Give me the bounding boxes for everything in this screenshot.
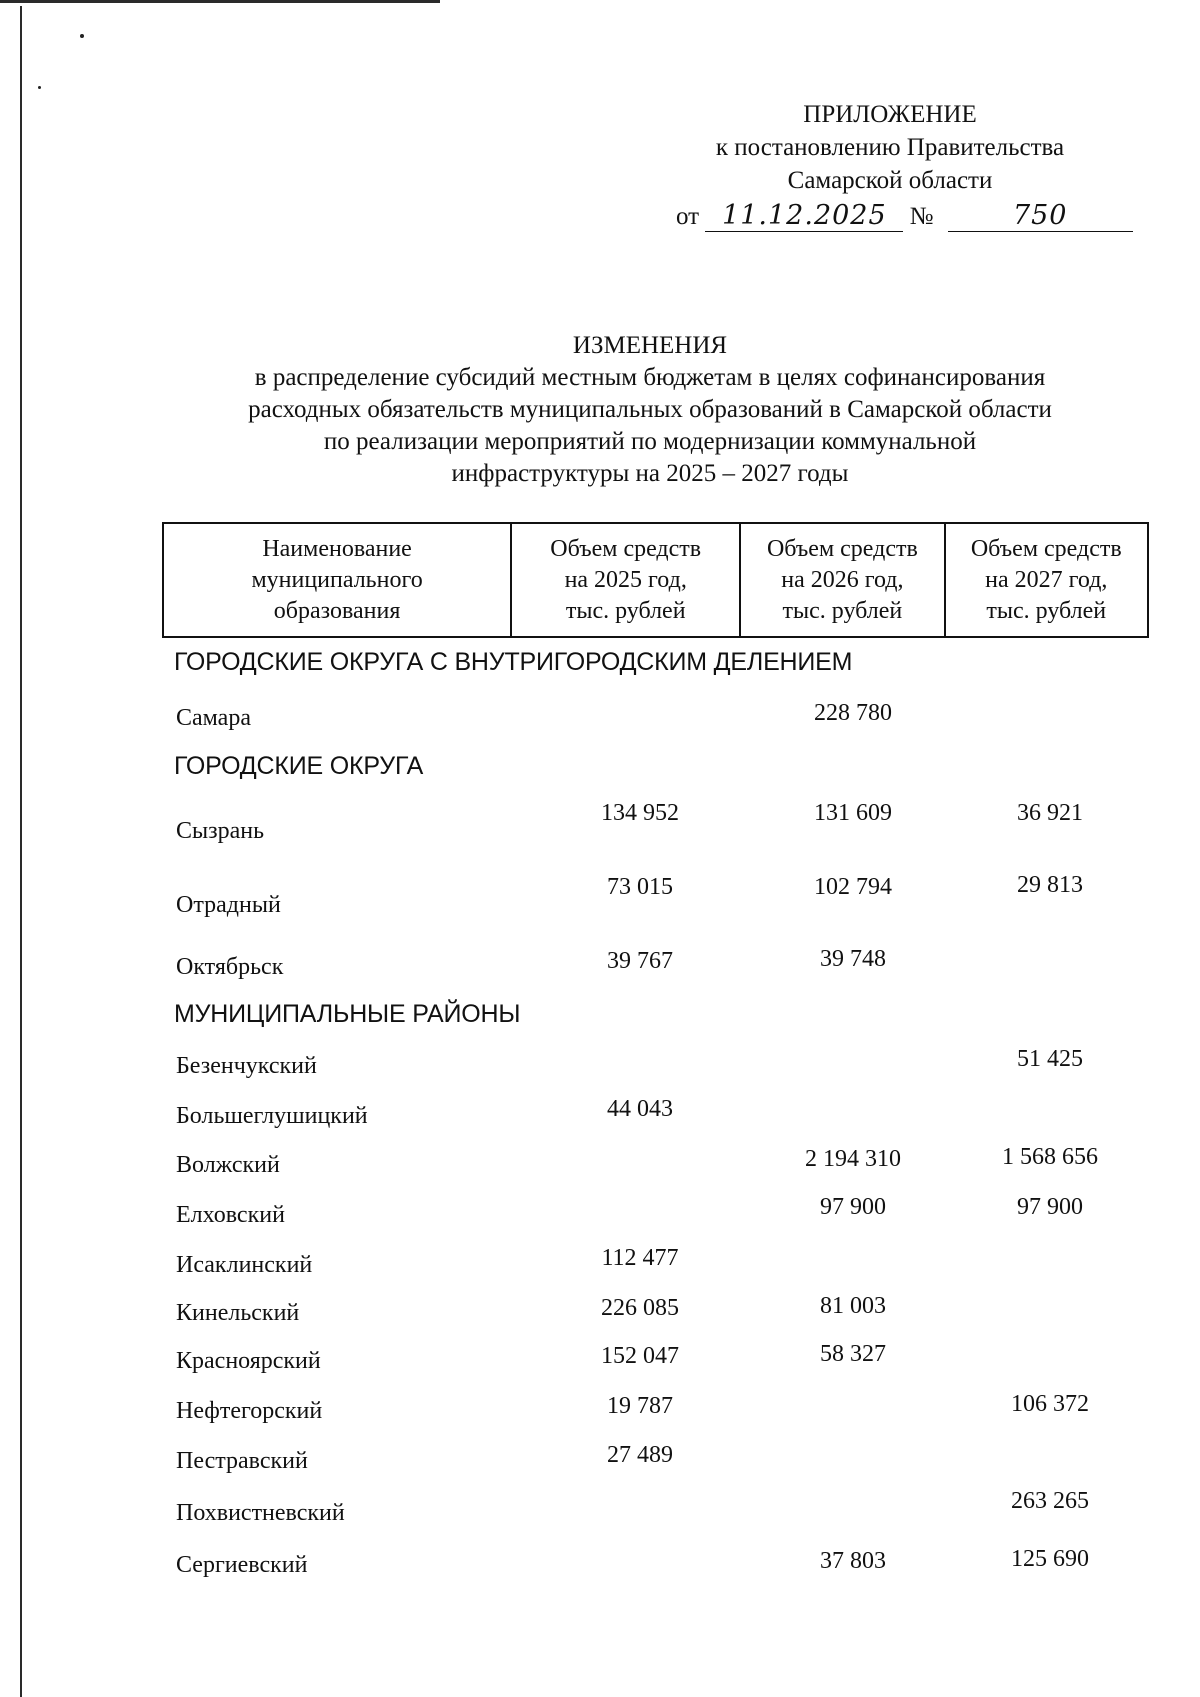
row-name: Кинельский — [176, 1300, 300, 1326]
header-2027: Объем средств на 2027 год, тыс. рублей — [945, 523, 1148, 637]
row-name: Октябрьск — [176, 954, 284, 980]
value-2025: 73 015 — [607, 874, 673, 900]
row-name: Волжский — [176, 1152, 280, 1178]
row-name: Самара — [176, 705, 251, 731]
section-heading: МУНИЦИПАЛЬНЫЕ РАЙОНЫ — [174, 1000, 521, 1028]
appendix-title: ПРИЛОЖЕНИЕ — [803, 101, 977, 128]
header-municipality: Наименование муниципального образования — [163, 523, 511, 637]
row-name: Большеглушицкий — [176, 1103, 368, 1129]
section-heading: ГОРОДСКИЕ ОКРУГА — [174, 752, 424, 780]
section-heading: ГОРОДСКИЕ ОКРУГА С ВНУТРИГОРОДСКИМ ДЕЛЕНИЕМ — [174, 648, 853, 676]
document-title — [150, 330, 1150, 490]
value-2027: 125 690 — [1011, 1546, 1089, 1572]
value-2025: 39 767 — [607, 948, 673, 974]
resolution-date: 11.12.2025 — [722, 200, 887, 231]
value-2025: 152 047 — [601, 1343, 679, 1369]
value-2027: 106 372 — [1011, 1391, 1089, 1417]
value-2025: 134 952 — [601, 800, 679, 826]
value-2026: 97 900 — [820, 1194, 886, 1220]
row-name: Безенчукский — [176, 1053, 317, 1079]
value-2026: 228 780 — [814, 700, 892, 726]
header-2026: Объем средств на 2026 год, тыс. рублей — [740, 523, 944, 637]
title-line-4: инфраструктуры на 2025 – 2027 годы — [451, 460, 849, 487]
appendix-block — [600, 98, 1180, 197]
date-prefix: от — [676, 203, 700, 230]
resolution-number: 750 — [1012, 200, 1068, 231]
scan-edge-top — [0, 0, 440, 3]
row-name: Похвистневский — [176, 1500, 345, 1526]
row-name: Красноярский — [176, 1348, 321, 1374]
row-name: Исаклинский — [176, 1252, 313, 1278]
row-name: Елховский — [176, 1202, 285, 1228]
resolution-date-line — [676, 200, 1133, 232]
value-2026: 58 327 — [820, 1341, 886, 1367]
row-name: Сызрань — [176, 818, 265, 844]
value-2027: 263 265 — [1011, 1488, 1089, 1514]
appendix-line-2: Самарской области — [787, 167, 993, 194]
value-2026: 81 003 — [820, 1293, 886, 1319]
value-2026: 39 748 — [820, 946, 886, 972]
value-2026: 131 609 — [814, 800, 892, 826]
value-2026: 2 194 310 — [805, 1146, 901, 1172]
value-2025: 19 787 — [607, 1393, 673, 1419]
value-2026: 102 794 — [814, 874, 892, 900]
row-name: Нефтегорский — [176, 1398, 323, 1424]
value-2027: 97 900 — [1017, 1194, 1083, 1220]
header-2025: Объем средств на 2025 год, тыс. рублей — [511, 523, 740, 637]
title-line-3: по реализации мероприятий по модернизации коммунальной — [323, 428, 977, 455]
value-2027: 1 568 656 — [1002, 1144, 1098, 1170]
value-2025: 44 043 — [607, 1096, 673, 1122]
appendix-line-1: к постановлению Правительства — [715, 134, 1065, 161]
row-name: Пестравский — [176, 1448, 308, 1474]
value-2025: 27 489 — [607, 1442, 673, 1468]
value-2027: 29 813 — [1017, 872, 1083, 898]
row-name: Отрадный — [176, 892, 281, 918]
title-heading: ИЗМЕНЕНИЯ — [572, 332, 728, 359]
title-line-1: в распределение субсидий местным бюджетам в целях софинансирования — [254, 364, 1046, 391]
value-2026: 37 803 — [820, 1548, 886, 1574]
scan-speck — [80, 34, 84, 38]
row-name: Сергиевский — [176, 1552, 308, 1578]
scan-edge-left — [20, 6, 22, 1697]
number-sign: № — [909, 203, 934, 230]
value-2027: 51 425 — [1017, 1046, 1083, 1072]
value-2027: 36 921 — [1017, 800, 1083, 826]
value-2025: 226 085 — [601, 1295, 679, 1321]
value-2025: 112 477 — [601, 1245, 679, 1271]
table-header — [162, 522, 1149, 638]
title-line-2: расходных обязательств муниципальных образований в Самарской области — [248, 396, 1052, 423]
scan-speck — [38, 86, 41, 89]
